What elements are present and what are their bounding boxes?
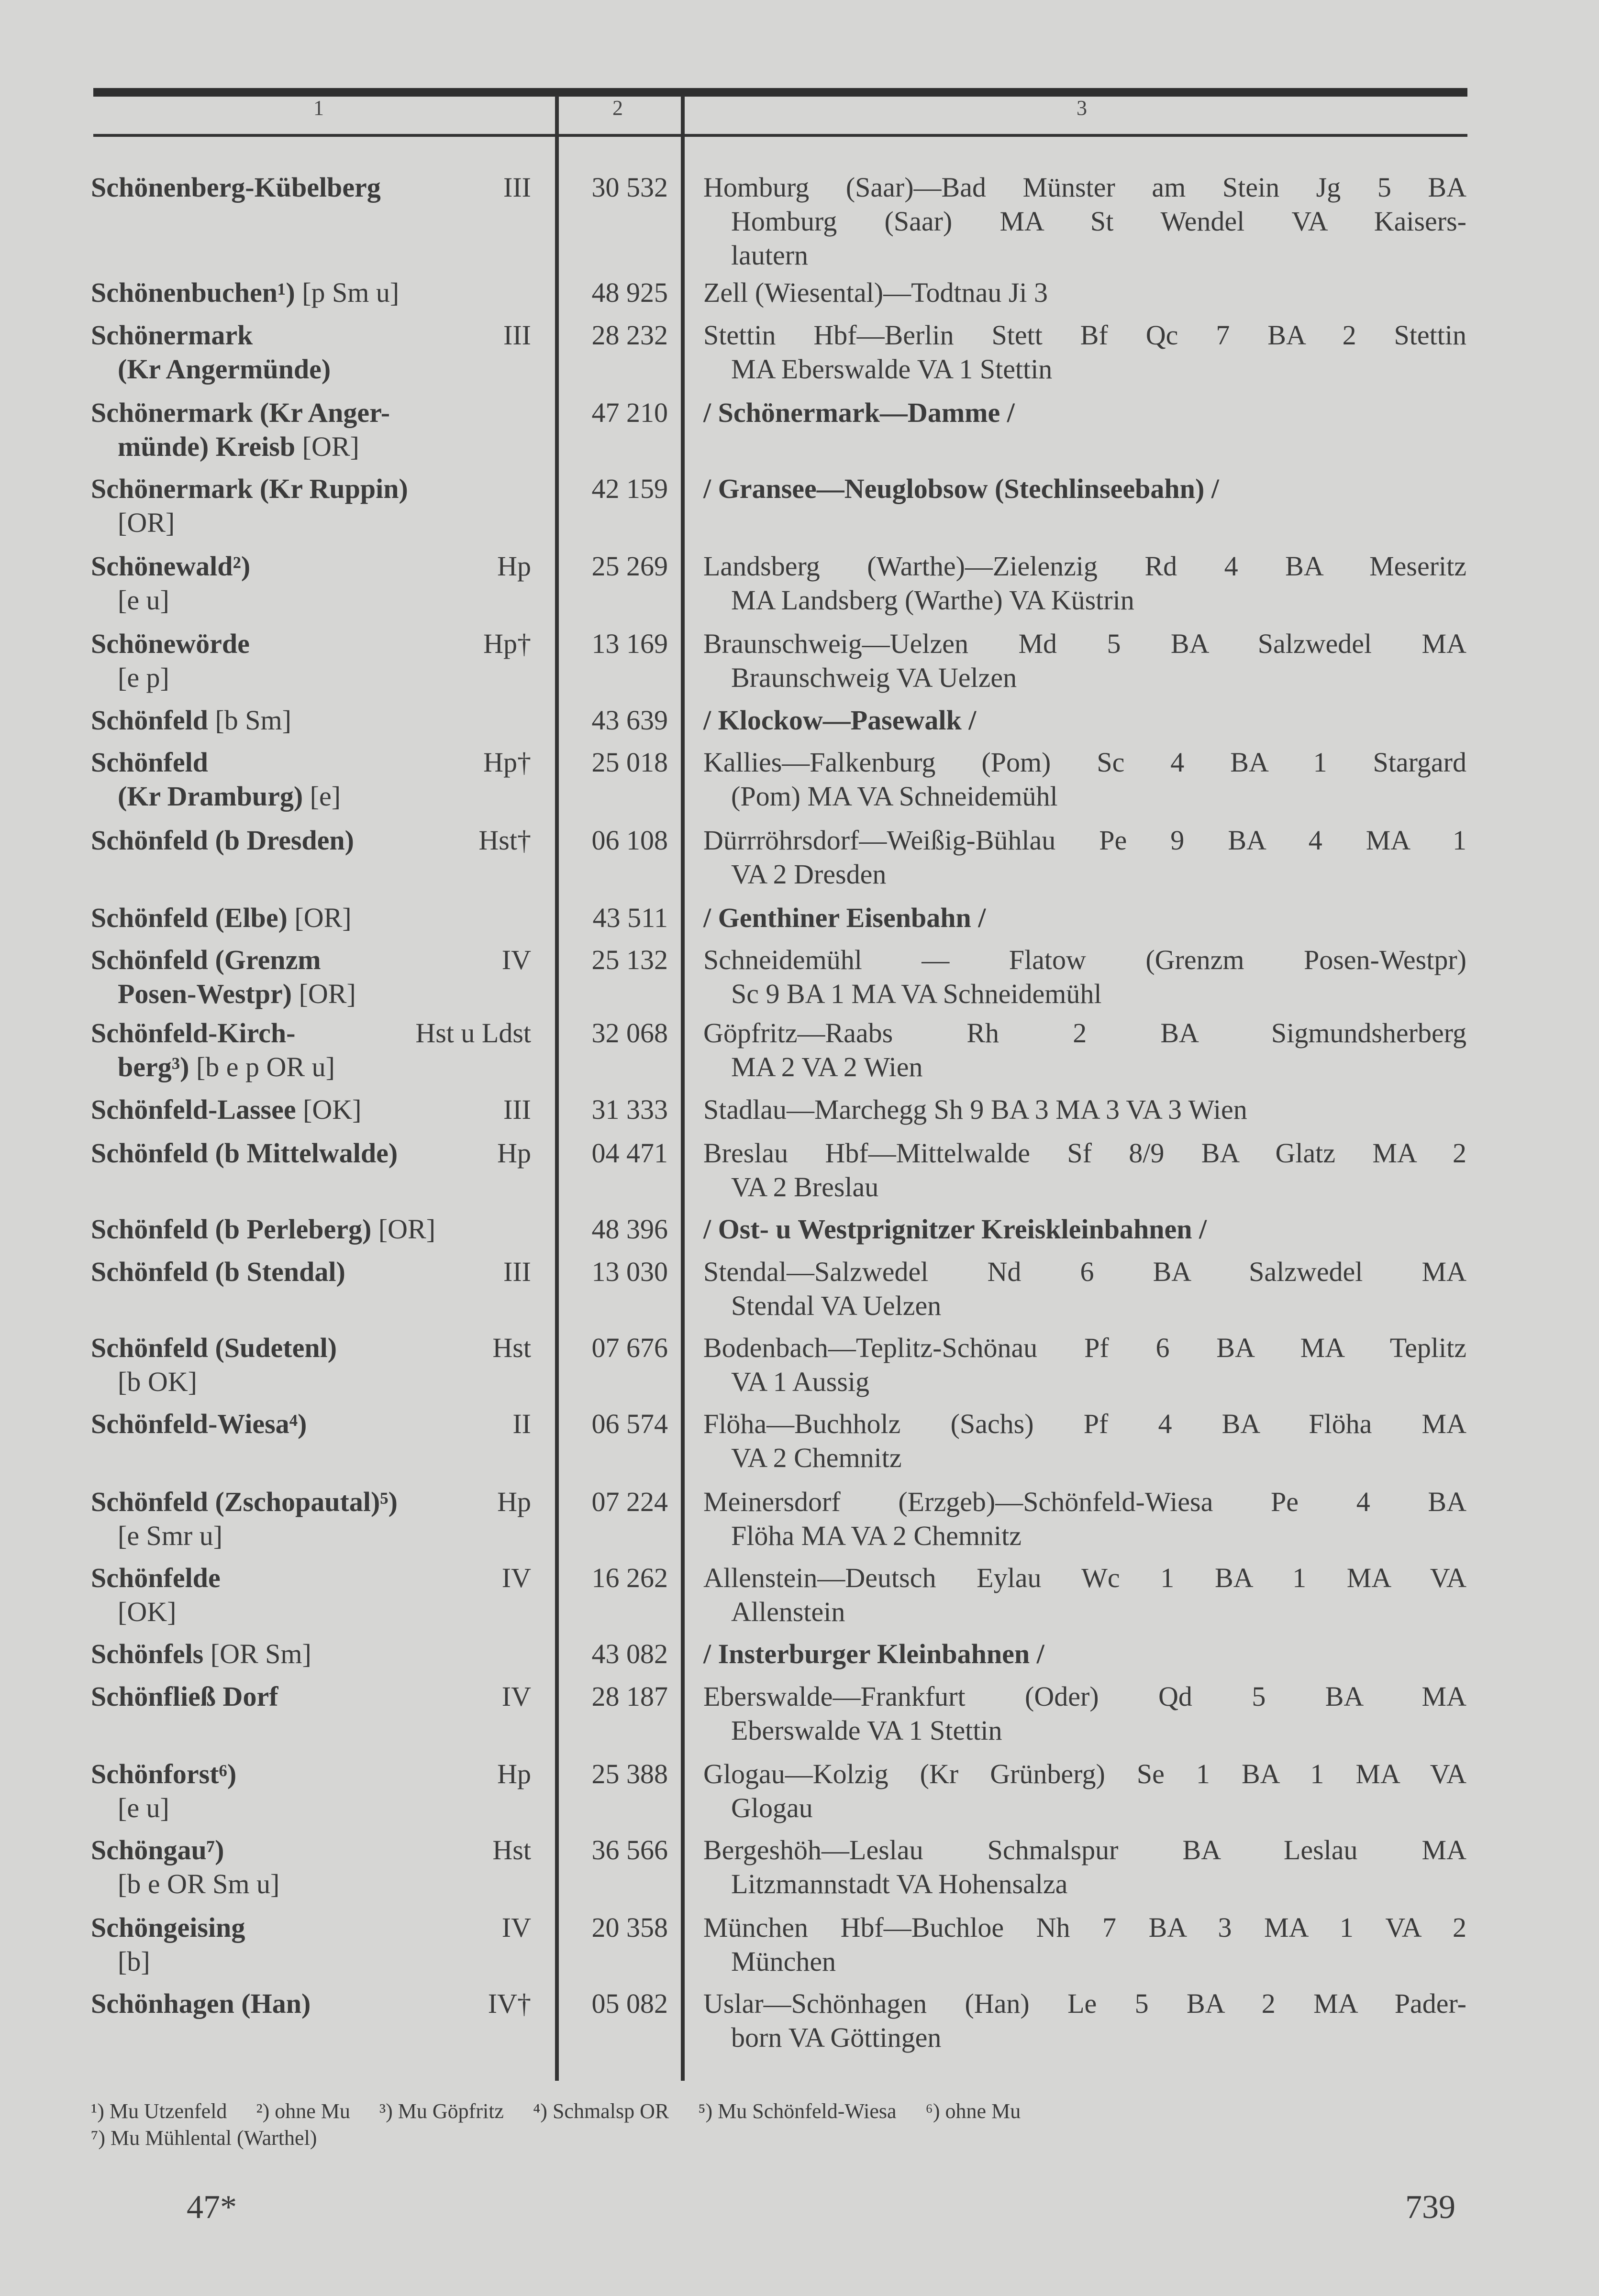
footnote: ⁶) ohne Mu (925, 2099, 1021, 2123)
station-name: Schönfeld (91, 705, 215, 736)
station-class: Hp† (483, 747, 531, 778)
station-name-cell (91, 901, 550, 935)
route-cell (703, 472, 1466, 506)
station-notes: [b e OR Sm u] (118, 1868, 280, 1899)
route-line: / Ost- u Westprignitzer Kreiskleinbahnen / (703, 1214, 1207, 1245)
station-name-cell (91, 396, 550, 464)
station-name: Schöngeising (91, 1912, 245, 1943)
route-cell (703, 1757, 1466, 1825)
station-notes: [OR] (302, 431, 359, 462)
station-name: Schönforst⁶) (91, 1758, 237, 1789)
station-name-cell (91, 1561, 550, 1629)
station-name-cell (91, 472, 550, 540)
route-line: Eberswalde—Frankfurt (Oder) Qd 5 BA MA (703, 1681, 1466, 1712)
station-name-cell (91, 1407, 550, 1441)
page-signature: 47* (187, 2189, 237, 2226)
station-notes: [e p] (118, 662, 169, 693)
station-class: Hst (492, 1332, 531, 1363)
footnotes-line-1 (91, 2099, 1044, 2123)
route-cell (703, 549, 1466, 617)
station-class: Hp (497, 1137, 531, 1169)
station-class: IV (501, 944, 531, 975)
station-class: Hp (497, 1758, 531, 1789)
station-name: Schönenberg-Kübelberg (91, 172, 381, 203)
route-line: Litzmannstadt VA Hohensalza (731, 1868, 1068, 1899)
station-name-line (91, 627, 550, 661)
station-code: 04 471 (591, 1137, 668, 1169)
station-name-cell (91, 318, 550, 386)
station-name: berg³) (118, 1051, 196, 1082)
station-class: Hst u Ldst (415, 1017, 531, 1049)
station-name: Schönfels (91, 1638, 211, 1669)
station-class: III (503, 1256, 531, 1287)
route-line: VA 2 Breslau (731, 1171, 879, 1203)
station-notes: [e u] (118, 1792, 169, 1823)
station-name-line (91, 1485, 550, 1519)
station-name: Schönfeld-Kirch- (91, 1017, 296, 1049)
station-name-line (91, 1679, 550, 1713)
route-line: Bodenbach—Teplitz-Schönau Pf 6 BA MA Teplitz (703, 1332, 1466, 1363)
route-line: Stendal—Salzwedel Nd 6 BA Salzwedel MA (703, 1256, 1466, 1287)
footnote: ³) Mu Göpfritz (379, 2099, 504, 2123)
footnote: ⁴) Schmalsp OR (533, 2099, 669, 2123)
route-line: Homburg (Saar) MA St Wendel VA Kaisers- (731, 206, 1466, 237)
station-name-cell (91, 1637, 550, 1671)
route-cell (703, 1833, 1466, 1901)
column-header-3: 3 (1077, 96, 1087, 120)
footnotes-line-2 (91, 2126, 341, 2150)
column-divider-2-3 (681, 96, 685, 2081)
route-line: lautern (731, 240, 809, 271)
route-line: Schneidemühl — Flatow (Grenzm Posen-Westpr) (703, 944, 1466, 975)
station-name-line (91, 583, 550, 617)
station-name-cell (91, 1833, 550, 1901)
station-name-line (91, 1365, 550, 1399)
station-name-line (91, 1910, 550, 1944)
station-code: 43 511 (592, 902, 668, 933)
station-name: Schönfeld (Sudetenl) (91, 1332, 337, 1363)
station-name-line (91, 1407, 550, 1441)
station-name: Schönfeld (Grenzm (91, 944, 321, 975)
route-line: Glogau—Kolzig (Kr Grünberg) Se 1 BA 1 MA VA (703, 1758, 1466, 1789)
station-notes: [OR] (299, 978, 356, 1009)
route-cell (703, 1016, 1466, 1084)
route-line: Glogau (731, 1792, 813, 1823)
station-code: 36 566 (591, 1834, 668, 1866)
route-cell (703, 1637, 1466, 1671)
station-name: Schönewald²) (91, 551, 251, 582)
station-notes: [e] (310, 781, 341, 812)
station-name-line (91, 1595, 550, 1629)
route-line: Meinersdorf (Erzgeb)—Schönfeld-Wiesa Pe 4 BA (703, 1486, 1466, 1517)
station-name-cell (91, 1331, 550, 1399)
route-line: / Genthiner Eisenbahn / (703, 902, 986, 933)
station-code: 07 676 (591, 1332, 668, 1363)
station-name: Posen-Westpr) (118, 978, 299, 1009)
route-line: Landsberg (Warthe)—Zielenzig Rd 4 BA Meseritz (703, 551, 1466, 582)
route-line: Eberswalde VA 1 Stettin (731, 1715, 1002, 1746)
route-line: Braunschweig—Uelzen Md 5 BA Salzwedel MA (703, 628, 1466, 659)
station-name-line (91, 1637, 550, 1671)
station-code: 31 333 (591, 1094, 668, 1125)
station-code: 16 262 (591, 1562, 668, 1593)
station-class: Hst (492, 1834, 531, 1866)
station-notes: [b e p OR u] (196, 1051, 335, 1082)
station-name-cell (91, 276, 550, 309)
station-code: 28 187 (591, 1681, 668, 1712)
station-name-line (91, 1833, 550, 1867)
station-notes: [OK] (303, 1094, 362, 1125)
route-cell (703, 1407, 1466, 1475)
station-class: IV (501, 1562, 531, 1593)
route-line: Sc 9 BA 1 MA VA Schneidemühl (731, 978, 1102, 1009)
station-name: Schönfeld (b Mittelwalde) (91, 1137, 398, 1169)
station-name-line (91, 396, 550, 430)
route-line: München Hbf—Buchloe Nh 7 BA 3 MA 1 VA 2 (703, 1912, 1466, 1943)
footnote: ²) ohne Mu (256, 2099, 350, 2123)
station-name-cell (91, 1212, 550, 1246)
station-name: Schönfeld (b Stendal) (91, 1256, 345, 1287)
station-name-line (91, 1212, 550, 1246)
station-name: Schönermark (91, 320, 253, 351)
station-code: 43 639 (591, 705, 668, 736)
route-cell (703, 901, 1466, 935)
station-name-line (91, 549, 550, 583)
station-name-cell (91, 943, 550, 1011)
station-name-line (91, 977, 550, 1011)
station-name-line (91, 276, 550, 309)
station-class: IV (501, 1681, 531, 1712)
table-top-rule (93, 88, 1467, 97)
station-code: 25 269 (591, 551, 668, 582)
station-name: Schönfeld (Zschopautal)⁵) (91, 1486, 398, 1517)
route-line: Stadlau—Marchegg Sh 9 BA 3 MA 3 VA 3 Wien (703, 1094, 1247, 1125)
station-class: IV† (488, 1988, 531, 2019)
station-name-line (91, 506, 550, 540)
station-class: Hp† (483, 628, 531, 659)
station-name-cell (91, 549, 550, 617)
station-name-line (91, 1136, 550, 1170)
station-name-line (91, 1987, 550, 2020)
table-header-rule (93, 134, 1467, 137)
route-cell (703, 1212, 1466, 1246)
station-name: Schönermark (Kr Ruppin) (91, 473, 408, 504)
station-name: Schönewörde (91, 628, 250, 659)
route-cell (703, 318, 1466, 386)
route-cell (703, 1987, 1466, 2054)
station-name: Schönenbuchen¹) (91, 277, 302, 308)
station-notes: [b Sm] (215, 705, 291, 736)
station-code: 47 210 (591, 397, 668, 428)
footnote: ⁷) Mu Mühlental (Warthel) (91, 2126, 317, 2150)
station-notes: [b] (118, 1946, 150, 1977)
station-name: (Kr Dramburg) (118, 781, 310, 812)
station-code: 06 108 (591, 825, 668, 856)
route-cell (703, 276, 1466, 309)
footnote: ¹) Mu Utzenfeld (91, 2099, 227, 2123)
station-notes: [OR] (378, 1214, 436, 1245)
route-line: Bergeshöh—Leslau Schmalspur BA Leslau MA (703, 1834, 1466, 1866)
column-header-1: 1 (313, 96, 324, 120)
route-line: Stendal VA Uelzen (731, 1290, 942, 1321)
station-name: Schönhagen (Han) (91, 1988, 311, 2019)
station-name-line (91, 1867, 550, 1901)
station-name-cell (91, 745, 550, 813)
station-name-line (91, 472, 550, 506)
station-name-cell (91, 1093, 550, 1126)
route-line: / Gransee—Neuglobsow (Stechlinseebahn) / (703, 473, 1219, 504)
station-code: 48 396 (591, 1214, 668, 1245)
station-code: 28 232 (591, 320, 668, 351)
station-name-cell (91, 1987, 550, 2020)
route-cell (703, 396, 1466, 430)
station-name: Schönfeld (Elbe) (91, 902, 295, 933)
route-line: / Insterburger Kleinbahnen / (703, 1638, 1044, 1669)
station-code: 32 068 (591, 1017, 668, 1049)
route-cell (703, 1910, 1466, 1978)
station-name: Schönfeld-Lassee (91, 1094, 303, 1125)
station-code: 06 574 (591, 1408, 668, 1439)
station-name-line (91, 430, 550, 464)
station-name-cell (91, 1485, 550, 1553)
route-cell (703, 1485, 1466, 1553)
station-name-line (91, 745, 550, 779)
route-cell (703, 943, 1466, 1011)
route-line: (Pom) MA VA Schneidemühl (731, 781, 1058, 812)
route-line: MA 2 VA 2 Wien (731, 1051, 923, 1082)
station-name: (Kr Angermünde) (118, 353, 331, 385)
route-cell (703, 1136, 1466, 1204)
station-class: Hp (497, 1486, 531, 1517)
station-name-line (91, 1757, 550, 1791)
station-name-cell (91, 170, 550, 204)
station-notes: [b OK] (118, 1366, 197, 1397)
route-line: Breslau Hbf—Mittelwalde Sf 8/9 BA Glatz MA 2 (703, 1137, 1466, 1169)
station-name-line (91, 779, 550, 813)
station-class: II (512, 1408, 531, 1439)
station-name: Schönfeld-Wiesa⁴) (91, 1408, 307, 1439)
station-class: III (503, 172, 531, 203)
route-line: VA 2 Chemnitz (731, 1442, 902, 1473)
station-notes: [e Smr u] (118, 1520, 223, 1551)
station-class: IV (501, 1912, 531, 1943)
route-line: Homburg (Saar)—Bad Münster am Stein Jg 5 BA (703, 172, 1466, 203)
station-name-line (91, 943, 550, 977)
station-notes: [OR Sm] (210, 1638, 311, 1669)
column-divider-1-2 (555, 96, 559, 2081)
station-code: 25 018 (591, 747, 668, 778)
station-name: Schönfelde (91, 1562, 221, 1593)
route-cell (703, 1679, 1466, 1747)
station-code: 43 082 (591, 1638, 668, 1669)
station-notes: [OR] (294, 902, 352, 933)
route-line: / Klockow—Pasewalk / (703, 705, 977, 736)
route-line: Flöha MA VA 2 Chemnitz (731, 1520, 1022, 1551)
station-name: Schöngau⁷) (91, 1834, 224, 1866)
station-name-line (91, 703, 550, 737)
station-code: 13 030 (591, 1256, 668, 1287)
station-code: 07 224 (591, 1486, 668, 1517)
station-name-line (91, 1331, 550, 1365)
station-name-cell (91, 1255, 550, 1289)
route-line: MA Landsberg (Warthe) VA Küstrin (731, 585, 1134, 616)
station-name-line (91, 1791, 550, 1825)
station-name-line (91, 901, 550, 935)
route-cell (703, 823, 1466, 891)
route-line: Uslar—Schönhagen (Han) Le 5 BA 2 MA Pader- (703, 1988, 1466, 2019)
route-line: Allenstein—Deutsch Eylau Wc 1 BA 1 MA VA (703, 1562, 1466, 1593)
station-code: 48 925 (591, 277, 668, 308)
page-number: 739 (1405, 2189, 1455, 2226)
station-name-cell (91, 703, 550, 737)
route-line: Göpfritz—Raabs Rh 2 BA Sigmundsherberg (703, 1017, 1466, 1049)
station-code: 42 159 (591, 473, 668, 504)
route-cell (703, 627, 1466, 695)
station-name: Schönfeld (b Perleberg) (91, 1214, 378, 1245)
route-line: VA 1 Aussig (731, 1366, 870, 1397)
station-notes: [e u] (118, 585, 169, 616)
station-notes: [OR] (118, 507, 175, 538)
station-class: III (503, 320, 531, 351)
route-line: Braunschweig VA Uelzen (731, 662, 1017, 693)
station-name-line (91, 1519, 550, 1553)
station-name-line (91, 1944, 550, 1978)
station-name-line (91, 1093, 550, 1126)
station-name-cell (91, 1757, 550, 1825)
station-name-line (91, 170, 550, 204)
route-line: / Schönermark—Damme / (703, 397, 1015, 428)
route-line: München (731, 1946, 836, 1977)
station-name-line (91, 661, 550, 695)
route-cell (703, 1561, 1466, 1629)
route-cell (703, 1331, 1466, 1399)
route-line: VA 2 Dresden (731, 859, 887, 890)
station-code: 20 358 (591, 1912, 668, 1943)
station-name-cell (91, 1136, 550, 1170)
station-name-line (91, 1255, 550, 1289)
route-cell (703, 703, 1466, 737)
route-line: Dürrröhrsdorf—Weißig-Bühlau Pe 9 BA 4 MA 1 (703, 825, 1466, 856)
route-line: Flöha—Buchholz (Sachs) Pf 4 BA Flöha MA (703, 1408, 1466, 1439)
station-name: Schönermark (Kr Anger- (91, 397, 390, 428)
station-code: 13 169 (591, 628, 668, 659)
station-name-cell (91, 627, 550, 695)
station-name: Schönfeld (91, 747, 208, 778)
station-class: Hp (497, 551, 531, 582)
station-name-line (91, 1561, 550, 1595)
column-header-2: 2 (612, 96, 623, 120)
station-code: 25 132 (591, 944, 668, 975)
station-notes: [p Sm u] (302, 277, 400, 308)
route-line: Kallies—Falkenburg (Pom) Sc 4 BA 1 Stargard (703, 747, 1466, 778)
station-name-cell (91, 1910, 550, 1978)
route-cell (703, 1255, 1466, 1323)
station-name: Schönfließ Dorf (91, 1681, 278, 1712)
route-cell (703, 170, 1466, 272)
route-line: Allenstein (731, 1596, 845, 1627)
route-line: born VA Göttingen (731, 2022, 942, 2053)
station-code: 25 388 (591, 1758, 668, 1789)
station-name: Schönfeld (b Dresden) (91, 825, 354, 856)
footnote: ⁵) Mu Schönfeld-Wiesa (698, 2099, 897, 2123)
route-line: MA Eberswalde VA 1 Stettin (731, 353, 1053, 385)
route-line: Zell (Wiesental)—Todtnau Ji 3 (703, 277, 1048, 308)
station-class: III (503, 1094, 531, 1125)
station-name-cell (91, 1679, 550, 1713)
station-name: münde) Kreisb (118, 431, 302, 462)
station-class: Hst† (478, 825, 531, 856)
route-cell (703, 745, 1466, 813)
station-name-line (91, 318, 550, 352)
route-cell (703, 1093, 1466, 1126)
station-notes: [OK] (118, 1596, 177, 1627)
station-code: 05 082 (591, 1988, 668, 2019)
station-name-line (91, 1050, 550, 1084)
station-code: 30 532 (591, 172, 668, 203)
station-name-line (91, 352, 550, 386)
route-line: Stettin Hbf—Berlin Stett Bf Qc 7 BA 2 Stettin (703, 320, 1466, 351)
